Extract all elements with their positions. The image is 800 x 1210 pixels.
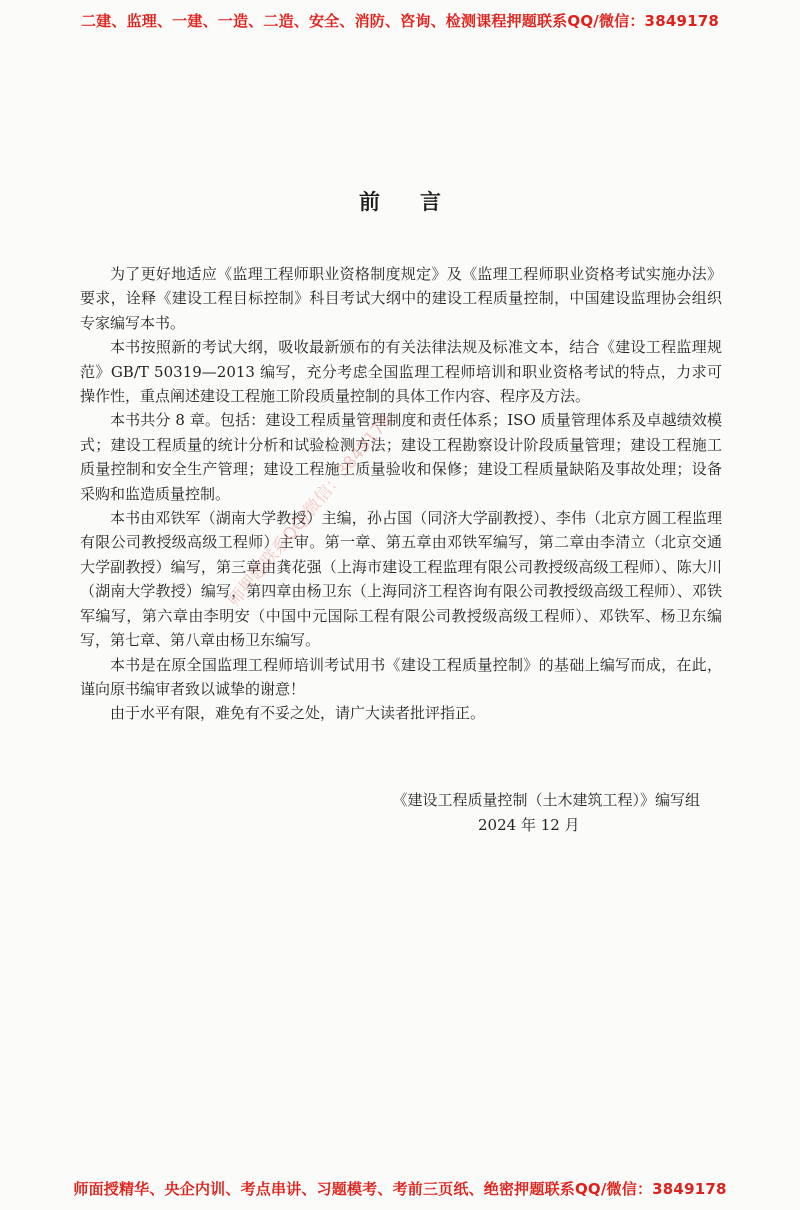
paragraph-6: 由于水平有限，难免有不妥之处，请广大读者批评指正。: [110, 704, 486, 723]
top-ad-banner: 二建、监理、一建、一造、二造、安全、消防、咨询、检测课程押题联系QQ/微信：3849178: [80, 12, 720, 30]
paragraph-5: 本书是在原全国监理工程师培训考试用书《建设工程质量控制》的基础上编写而成，在此，谨向原书编审者致以诚挚的谢意！: [80, 655, 722, 698]
watermark-text: 师押题联系QQ/微信：3849178: [224, 410, 397, 611]
paragraph-4: 本书由邓铁军（湖南大学教授）主编，孙占国（同济大学副教授）、李伟（北京方圆工程监理有限公司教授级高级工程师）主审。第一章、第五章由邓铁军编写，第二章由李清立（北京交通大学副教授）编写，第三章由龚花强（上海市建设工程监理有限公司教授级高级工程师）、陈大川（湖南大学教授）编写，第四章由杨卫东（上海同济工程咨询有限公司教授级高级工程师）、邓铁军编写，第六章由李明安（中国中元国际工程有限公司教授级高级工程师）、邓铁军、杨卫东编写，第七章、第八章由杨卫东编写。: [80, 509, 722, 650]
page-title: 前言: [359, 189, 481, 214]
paragraph-1: 为了更好地适应《监理工程师职业资格制度规定》及《监理工程师职业资格考试实施办法》要求，诠释《建设工程目标控制》科目考试大纲中的建设工程质量控制，中国建设监理协会组织专家编写本书。: [80, 265, 722, 332]
paragraph-2: 本书按照新的考试大纲，吸收最新颁布的有关法律法规及标准文本，结合《建设工程监理规范》GB/T 50319—2013 编写，充分考虑全国监理工程师培训和职业资格考试的特点，力求可操作性，重点阐述建设工程施工阶段质量控制的具体工作内容、程序及方法。: [80, 338, 722, 406]
signature: 《建设工程质量控制（土木建筑工程）》编写组: [392, 791, 700, 809]
paragraph-3: 本书共分 8 章。包括：建设工程质量管理制度和责任体系；ISO 质量管理体系及卓越绩效模式；建设工程质量的统计分析和试验检测方法；建设工程勘察设计阶段质量管理；建设工程施工质量控制和安全生产管理；建设工程施工质量验收和保修；建设工程质量缺陷及事故处理；设备采购和监造质量控制。: [80, 411, 722, 503]
signature-date: 2024 年 12 月: [478, 816, 580, 834]
bottom-ad-banner: 师面授精华、央企内训、考点串讲、习题模考、考前三页纸、绝密押题联系QQ/微信：3849178: [73, 1180, 727, 1198]
preface-body: [80, 262, 722, 726]
